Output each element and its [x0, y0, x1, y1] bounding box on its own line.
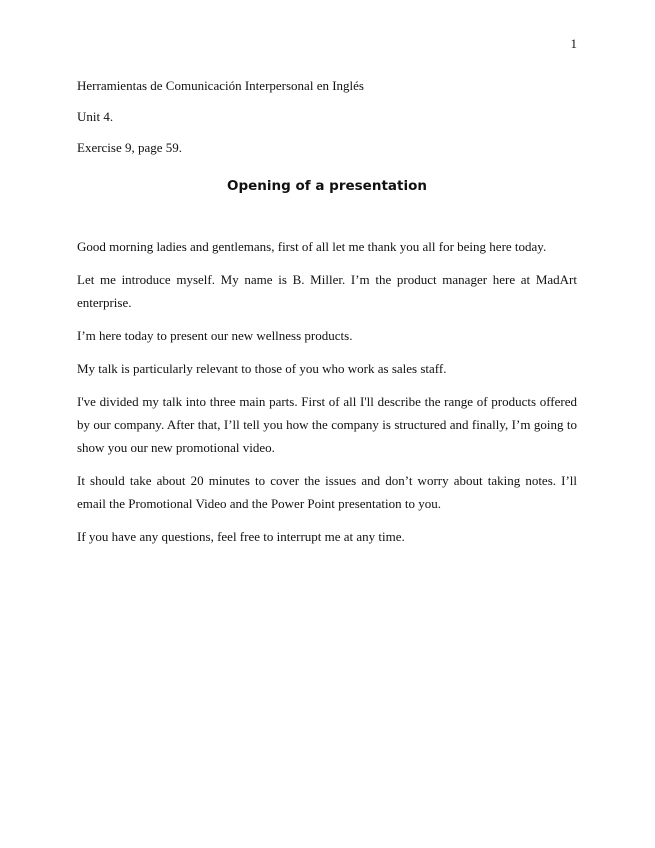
unit-label: Unit 4.: [77, 109, 114, 124]
exercise-reference: Exercise 9, page 59.: [77, 140, 183, 155]
document-header: [77, 77, 577, 170]
paragraph-timing: It should take about 20 minutes to cover the issues and don’t worry about taking notes. I’ll email the Promotional Video and the Power Point presentation to you.: [77, 473, 577, 511]
paragraph-greeting: Good morning ladies and gentlemans, first of all let me thank you all for being here today.: [77, 239, 547, 254]
paragraph-introduction: Let me introduce myself. My name is B. Miller. I’m the product manager here at MadArt enterprise.: [77, 272, 577, 310]
paragraph-relevance: My talk is particularly relevant to those of you who work as sales staff.: [77, 361, 447, 376]
course-name: Herramientas de Comunicación Interpersonal en Inglés: [77, 78, 364, 93]
page-number: 1: [570, 36, 577, 51]
paragraph-purpose: I’m here today to present our new wellness products.: [77, 328, 353, 343]
paragraph-questions: If you have any questions, feel free to interrupt me at any time.: [77, 529, 405, 544]
document-body: [77, 235, 577, 558]
paragraph-structure: I've divided my talk into three main parts. First of all I'll describe the range of products offered by our company. After that, I’ll tell you how the company is structured and finally, I’m going to show you our new promotional video.: [77, 394, 577, 455]
document-title: Opening of a presentation: [227, 178, 427, 194]
